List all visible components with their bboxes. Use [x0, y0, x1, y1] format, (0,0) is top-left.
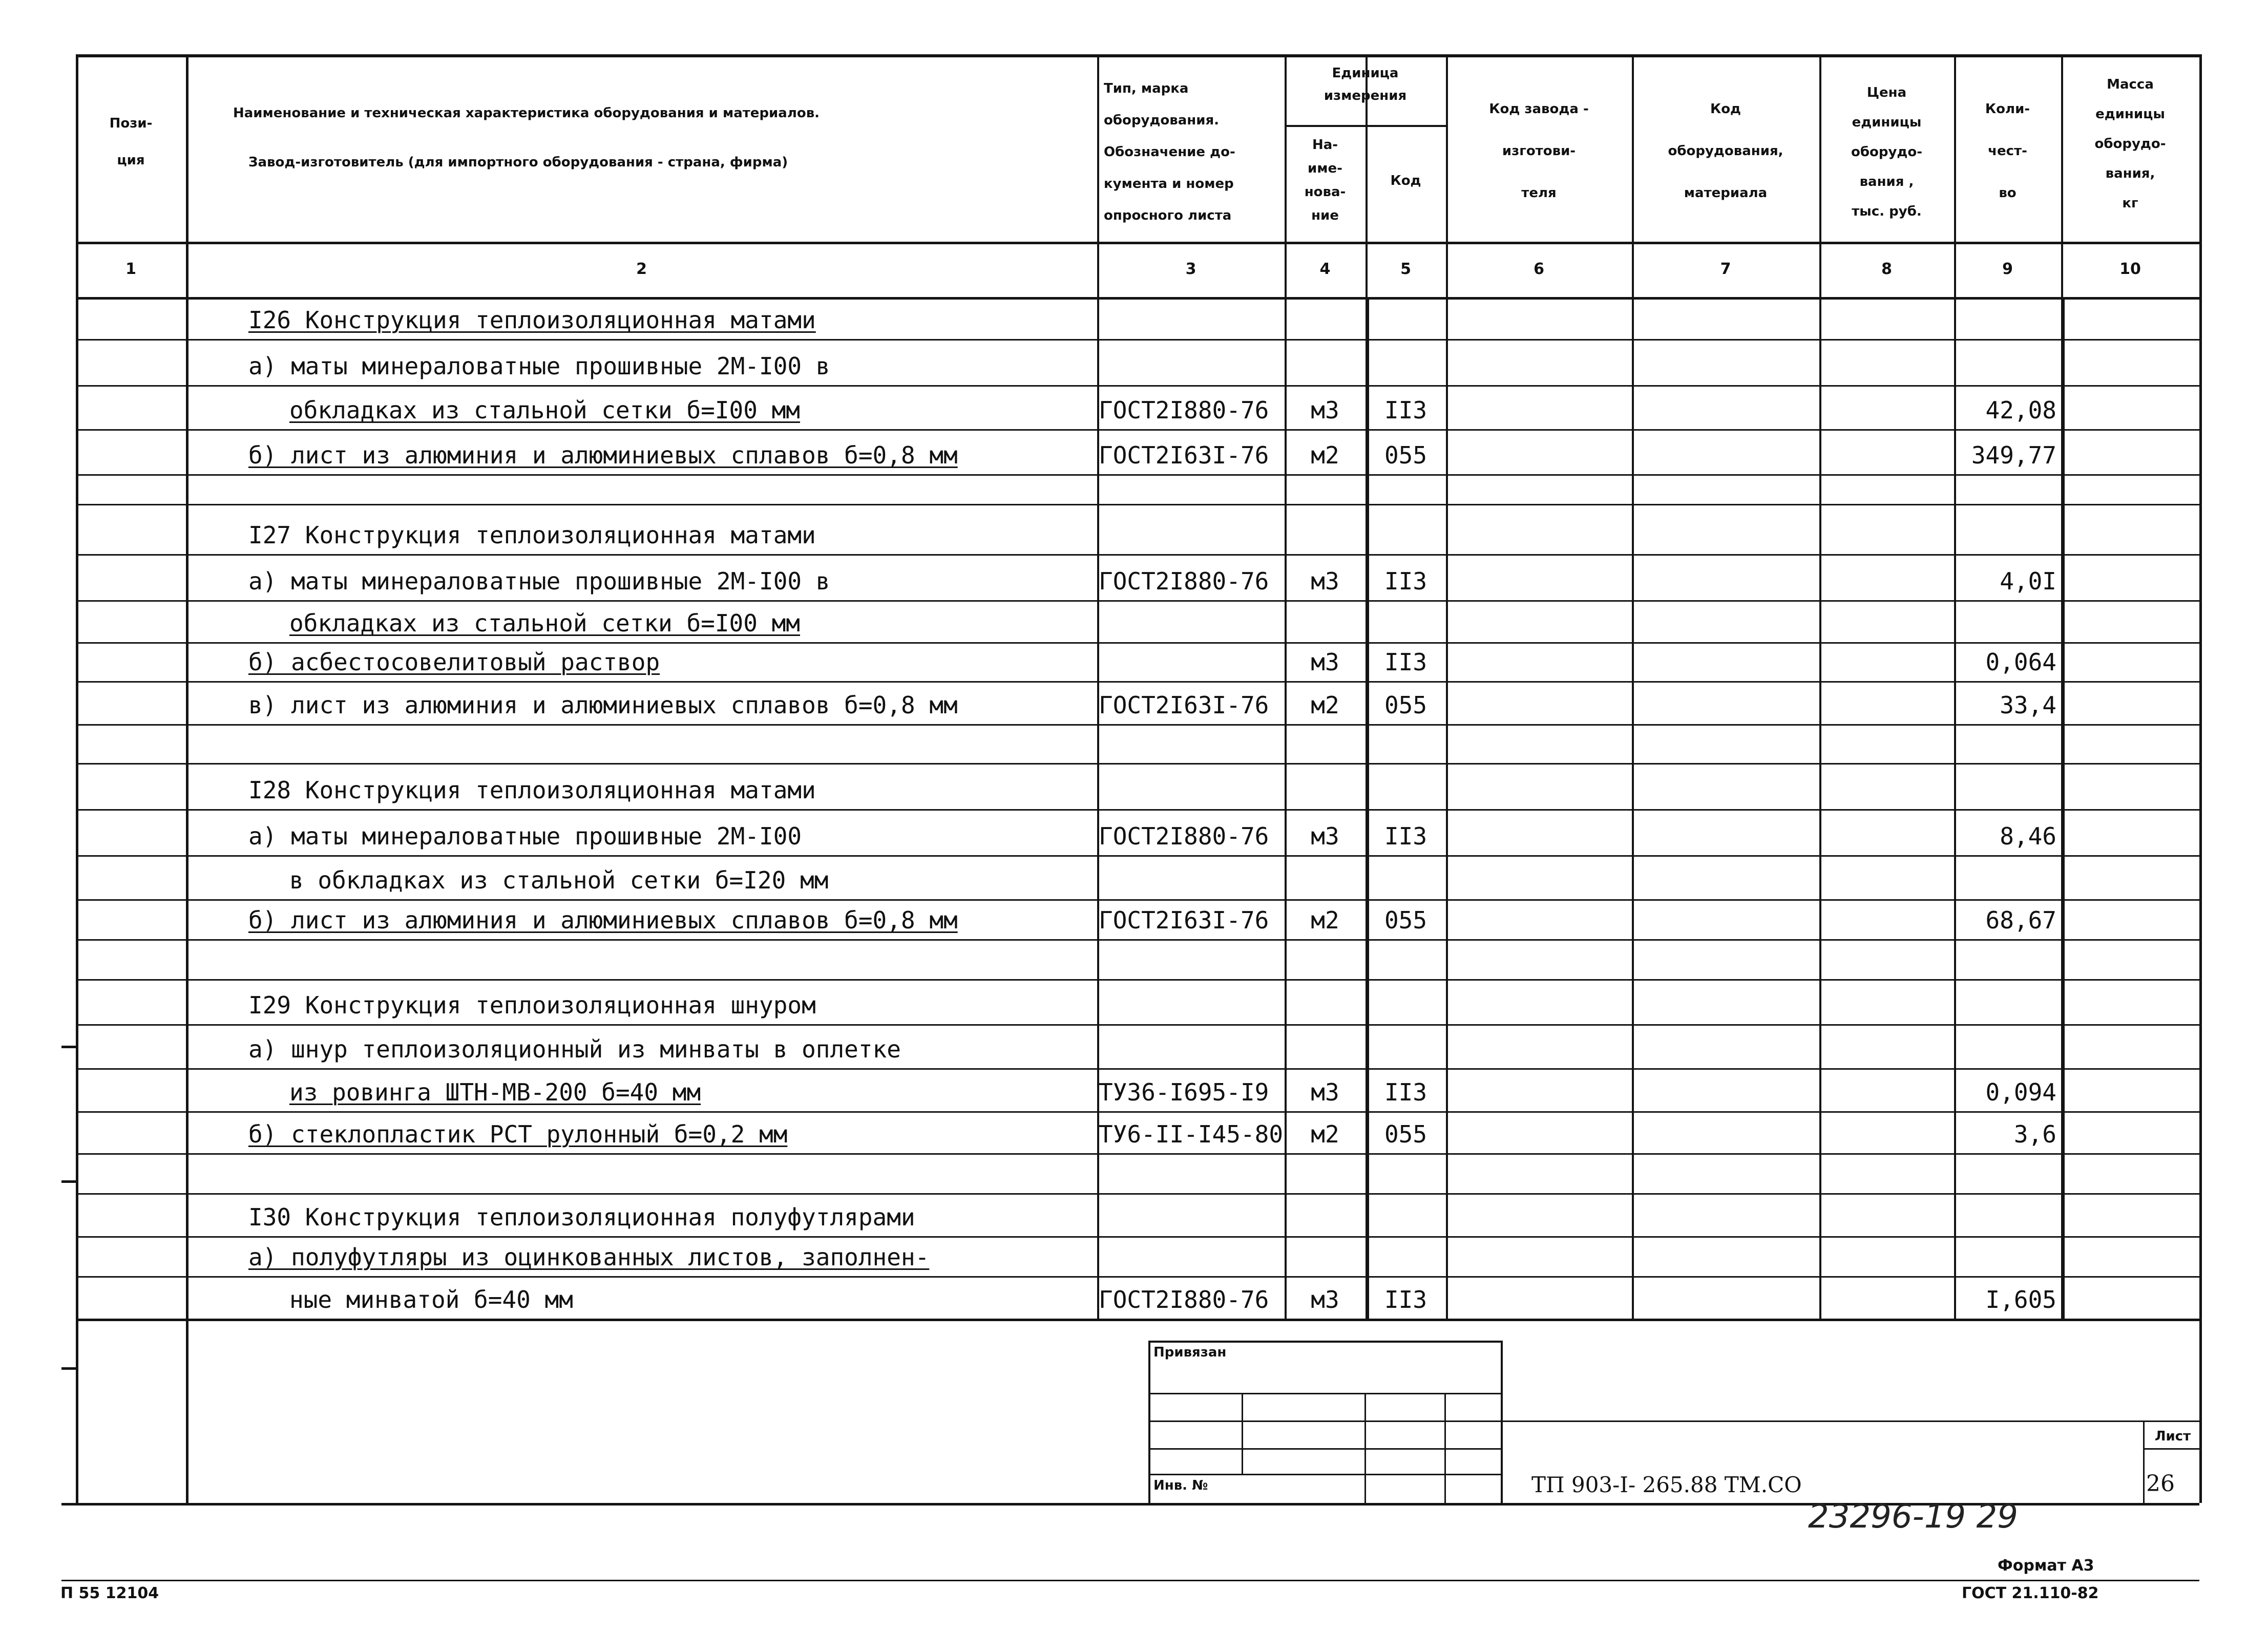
row-type: ТУ36-I695-I9 [1099, 1078, 1269, 1106]
row-name: б) лист из алюминия и алюминиевых сплавов б=0,8 мм [248, 906, 958, 934]
row-quantity: 33,4 [2000, 691, 2056, 719]
header-col1-line: ция [117, 153, 145, 168]
row-name: б) асбестосовелитовый раствор [248, 648, 660, 676]
header-col10-line: Масса [2107, 77, 2154, 92]
row-line [76, 1068, 2199, 1070]
header-col2-title: Наименование и техническая характеристика оборудования и материалов. [233, 105, 820, 121]
footer-line [61, 1580, 2199, 1581]
sheet-label: Лист [2154, 1429, 2191, 1444]
column-number: 10 [2119, 260, 2141, 278]
row-name: а) маты минераловатные прошивные 2М-I00 в [248, 352, 830, 380]
header-col7-line: Код [1710, 101, 1741, 117]
row-type: ГОСТ2I63I-76 [1099, 906, 1269, 934]
header-col4-line: нова- [1304, 184, 1346, 200]
row-type: ГОСТ2I63I-76 [1099, 691, 1269, 719]
column-number: 9 [2002, 260, 2013, 278]
column-number: 2 [636, 260, 647, 278]
row-name: обкладках из стальной сетки б=I00 мм [289, 609, 800, 637]
header-col5-code: Код [1390, 173, 1421, 188]
header-col10-line: оборудо- [2094, 136, 2166, 152]
header-col4-line: ние [1311, 208, 1339, 223]
header-col4-line: На- [1312, 137, 1338, 153]
row-line [76, 642, 2199, 644]
header-col1-line: Пози- [109, 116, 153, 131]
stamp-line [1501, 1420, 2199, 1422]
row-code: 055 [1384, 1120, 1427, 1148]
stamp-line [1364, 1393, 1366, 1503]
row-quantity: 8,46 [2000, 822, 2056, 850]
header-col7-line: оборудования, [1668, 143, 1783, 159]
stamp-inventory-label: Инв. № [1153, 1478, 1208, 1493]
header-col8-line: оборудо- [1851, 144, 1923, 160]
handwritten-number: 23296-19 29 [1808, 1498, 2018, 1536]
column-number: 7 [1720, 260, 1731, 278]
row-line [76, 724, 2199, 726]
row-unit: м2 [1311, 1120, 1339, 1148]
column-number: 1 [125, 260, 136, 278]
column-number: 6 [1534, 260, 1544, 278]
row-unit: м3 [1311, 1286, 1339, 1313]
column-number: 5 [1400, 260, 1411, 278]
row-name: б) лист из алюминия и алюминиевых сплавов б=0,8 мм [248, 441, 958, 469]
stamp-line [1148, 1393, 1501, 1394]
row-line [76, 339, 2199, 341]
stamp-line [1148, 1420, 1501, 1422]
header-col6-line: теля [1521, 185, 1557, 201]
row-name: I29 Конструкция теплоизоляционная шнуром [248, 991, 816, 1019]
row-code: II3 [1384, 1286, 1427, 1313]
row-quantity: 4,0I [2000, 567, 2056, 595]
row-name: а) шнур теплоизоляционный из минваты в оплетке [248, 1035, 901, 1063]
row-unit: м3 [1311, 396, 1339, 424]
gost-label: ГОСТ 21.110-82 [1962, 1584, 2099, 1602]
row-code: 055 [1384, 906, 1427, 934]
column-number: 3 [1185, 260, 1196, 278]
row-code: 055 [1384, 441, 1427, 469]
row-line [76, 504, 2199, 505]
column-divider [1632, 54, 1634, 1319]
header-col7-line: материала [1684, 185, 1768, 201]
row-type: ГОСТ2I63I-76 [1099, 441, 1269, 469]
row-name: в обкладках из стальной сетки б=I20 мм [289, 866, 829, 894]
row-unit: м3 [1311, 1078, 1339, 1106]
row-name: а) маты минераловатные прошивные 2М-I00 [248, 822, 802, 850]
header-col3-line: Тип, марка [1104, 81, 1189, 96]
row-name: а) маты минераловатные прошивные 2М-I00 в [248, 567, 830, 595]
row-line [76, 1024, 2199, 1026]
header-col10-line: единицы [2095, 107, 2165, 122]
table-right-border [2199, 54, 2202, 1503]
header-col9-line: Коли- [1985, 101, 2030, 117]
margin-tick [61, 1180, 77, 1183]
row-name: в) лист из алюминия и алюминиевых сплавов б=0,8 мм [248, 691, 958, 719]
row-name: I26 Конструкция теплоизоляционная матами [248, 306, 816, 334]
row-unit: м3 [1311, 648, 1339, 676]
row-unit: м3 [1311, 567, 1339, 595]
header-bottom-line [76, 242, 2199, 244]
column-divider [1819, 54, 1821, 1319]
row-line [76, 474, 2199, 476]
row-line [76, 763, 2199, 765]
stamp-line [1148, 1341, 1150, 1503]
row-quantity: 0,094 [1985, 1078, 2056, 1106]
document-code: ТП 903-I- 265.88 ТМ.СО [1531, 1472, 1802, 1497]
header-col8-line: единицы [1852, 115, 1922, 130]
row-code: II3 [1384, 1078, 1427, 1106]
row-line [76, 1153, 2199, 1155]
row-code: II3 [1384, 567, 1427, 595]
row-name: б) стеклопластик РСТ рулонный б=0,2 мм [248, 1120, 788, 1148]
row-line [76, 1236, 2199, 1238]
bold-column-divider [2061, 297, 2065, 1319]
header-col10-line: кг [2122, 196, 2138, 211]
row-name: ные минватой б=40 мм [289, 1286, 573, 1313]
table-body-bottom [76, 1319, 2199, 1321]
row-name: I27 Конструкция теплоизоляционная матами [248, 521, 816, 549]
header-col2-subtitle: Завод-изготовитель (для импортного оборудования - страна, фирма) [248, 155, 788, 170]
row-type: ГОСТ2I880-76 [1099, 1286, 1269, 1313]
header-col8-line: вания , [1859, 174, 1914, 189]
row-line [76, 554, 2199, 556]
row-type: ГОСТ2I880-76 [1099, 822, 1269, 850]
row-type: ГОСТ2I880-76 [1099, 396, 1269, 424]
column-number-line [76, 297, 2199, 300]
column-divider [1446, 54, 1448, 1319]
row-quantity: 3,6 [2013, 1120, 2056, 1148]
row-quantity: 0,064 [1985, 648, 2056, 676]
row-unit: м2 [1311, 441, 1339, 469]
column-number: 4 [1319, 260, 1331, 278]
row-line [76, 979, 2199, 981]
row-name: из ровинга ШТН-МВ-200 б=40 мм [289, 1078, 701, 1106]
header-col45-line: измерения [1324, 88, 1407, 103]
row-line [76, 385, 2199, 387]
sheet-number: 26 [2146, 1471, 2175, 1497]
header-col6-line: изготови- [1502, 143, 1576, 159]
header-col9-line: чест- [1988, 143, 2027, 159]
row-line [76, 939, 2199, 941]
header-col6-line: Код завода - [1489, 101, 1589, 117]
row-line [76, 600, 2199, 602]
header-col3-line: опросного листа [1104, 208, 1232, 223]
row-name: I30 Конструкция теплоизоляционная полуфутлярами [248, 1203, 915, 1231]
row-type: ГОСТ2I880-76 [1099, 567, 1269, 595]
header-col8-line: тыс. руб. [1852, 204, 1922, 219]
row-line [76, 855, 2199, 857]
stamp-bound-label: Привязан [1153, 1345, 1227, 1360]
stamp-line [2143, 1448, 2199, 1450]
header-col8-line: Цена [1866, 85, 1907, 100]
header-col3-line: Обозначение до- [1104, 144, 1235, 160]
header-col3-line: оборудования. [1104, 113, 1220, 128]
margin-tick [61, 1367, 77, 1370]
row-quantity: I,605 [1985, 1286, 2056, 1313]
header-col45-line: Единица [1332, 66, 1399, 81]
row-code: II3 [1384, 648, 1427, 676]
row-unit: м3 [1311, 822, 1339, 850]
row-line [76, 1111, 2199, 1113]
row-name: а) полуфутляры из оцинкованных листов, заполнен- [248, 1243, 930, 1271]
format-label: Формат А3 [1998, 1557, 2094, 1575]
row-line [76, 681, 2199, 683]
stamp-line [1444, 1393, 1446, 1503]
corner-code: П 55 12104 [60, 1584, 159, 1602]
row-name: I28 Конструкция теплоизоляционная матами [248, 776, 816, 804]
row-code: II3 [1384, 822, 1427, 850]
header-col10-line: вания, [2105, 166, 2155, 181]
row-line [76, 899, 2199, 901]
header-col3-line: кумента и номер [1104, 176, 1234, 192]
column-number: 8 [1881, 260, 1892, 278]
row-line [76, 809, 2199, 811]
row-line [76, 1193, 2199, 1195]
stamp-line [1242, 1393, 1243, 1474]
row-line [76, 1276, 2199, 1278]
row-name: обкладках из стальной сетки б=I00 мм [289, 396, 800, 424]
stamp-line [2143, 1420, 2145, 1503]
header-col9-line: во [1999, 185, 2017, 201]
row-line [76, 429, 2199, 431]
header-col4-line: име- [1308, 161, 1342, 176]
stamp-line [1148, 1448, 1501, 1450]
row-unit: м2 [1311, 906, 1339, 934]
row-quantity: 68,67 [1985, 906, 2056, 934]
row-quantity: 349,77 [1971, 441, 2056, 469]
row-type: ТУ6-II-I45-80 [1099, 1120, 1284, 1148]
row-code: 055 [1384, 691, 1427, 719]
stamp-line [1148, 1474, 1501, 1475]
table-top-border [76, 54, 2199, 57]
stamp-line [1148, 1341, 1501, 1343]
row-unit: м2 [1311, 691, 1339, 719]
margin-tick [61, 1046, 77, 1048]
row-code: II3 [1384, 396, 1427, 424]
row-quantity: 42,08 [1985, 396, 2056, 424]
